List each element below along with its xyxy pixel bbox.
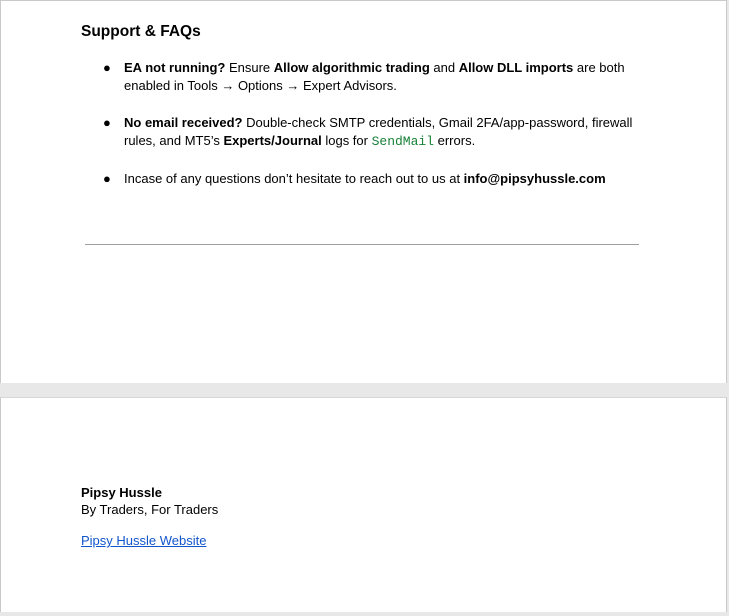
horizontal-divider — [85, 244, 639, 245]
bullet-icon: ● — [103, 60, 111, 75]
company-tagline: By Traders, For Traders — [81, 502, 219, 517]
faq-text: logs for — [321, 133, 372, 148]
faq-text: and — [429, 60, 459, 75]
company-block — [81, 484, 218, 518]
faq-text: Incase of any questions don’t hesitate to reach out to us at — [124, 171, 464, 186]
document-page-2 — [0, 397, 727, 612]
faq-text: are both enabled in Tools → Options → Expert Advisors. — [124, 60, 625, 93]
bullet-icon: ● — [103, 115, 111, 130]
faq-question: EA not running? — [124, 60, 226, 75]
faq-question: No email received? — [124, 115, 243, 130]
website-link[interactable]: Pipsy Hussle Website — [81, 533, 207, 548]
faq-text: Double-check SMTP credentials, Gmail 2FA/app-password, firewall rules, and MT5’s — [124, 115, 633, 148]
faq-text: Ensure — [225, 60, 274, 75]
faq-item-no-email — [81, 114, 651, 151]
faq-list — [81, 59, 651, 207]
faq-text: errors. — [434, 133, 476, 148]
log-name: Experts/Journal — [223, 133, 322, 148]
code-snippet: SendMail — [371, 134, 435, 149]
setting-name: Allow algorithmic trading — [273, 60, 430, 75]
contact-email: info@pipsyhussle.com — [463, 171, 606, 186]
faq-item-contact — [81, 170, 651, 188]
faq-item-ea-not-running — [81, 59, 651, 95]
setting-name: Allow DLL imports — [458, 60, 574, 75]
company-name: Pipsy Hussle — [81, 485, 162, 500]
section-heading: Support & FAQs — [81, 23, 201, 40]
bullet-icon: ● — [103, 171, 111, 186]
